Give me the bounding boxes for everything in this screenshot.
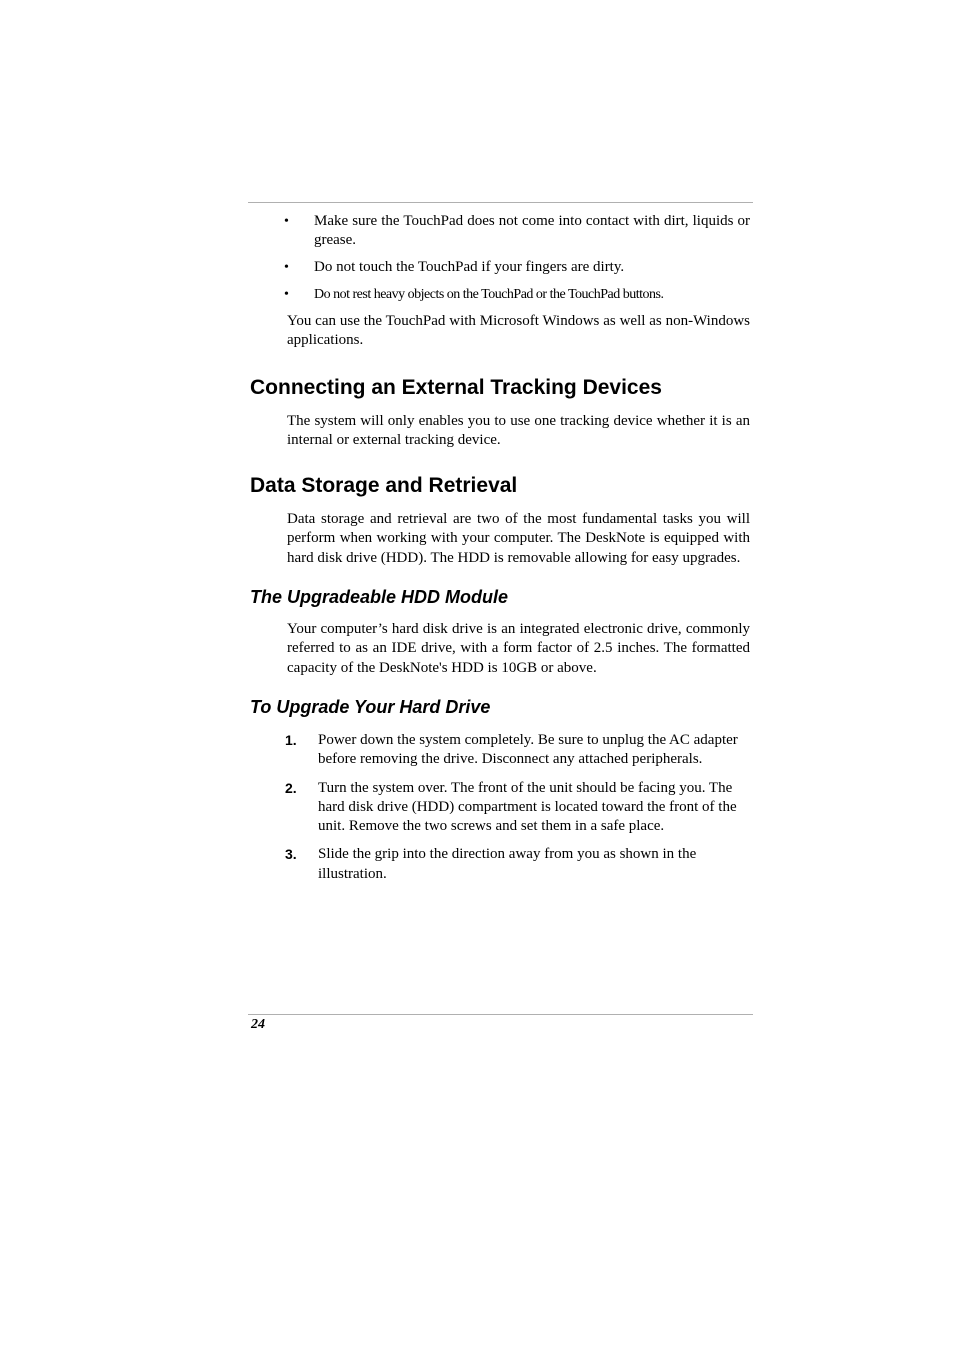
step-text: Power down the system completely. Be sure to unplug the AC adapter before removing the drive. Disconnect any attached peripherals. [318,731,738,768]
step-number: 1. [285,731,297,748]
step-item [250,731,753,770]
bullet-icon: • [284,214,289,229]
step-text: Slide the grip into the direction away from you as shown in the illustration. [318,846,697,882]
list-item [250,285,753,304]
data-storage-paragraph: Data storage and retrieval are two of the most fundamental tasks you will perform when working with your computer. The DeskNote is equipped with hard disk drive (HDD). The HDD is removable allowing for easy upgrades. [287,511,750,566]
section-heading-data-storage: Data Storage and Retrieval [250,474,518,498]
section-heading-external-tracking: Connecting an External Tracking Devices [250,375,662,399]
footer-rule [248,1014,753,1015]
step-number: 2. [285,779,297,796]
subheading-upgrade-drive: To Upgrade Your Hard Drive [250,696,491,717]
list-item-text: Make sure the TouchPad does not come into contact with dirt, liquids or grease. [314,213,750,248]
subheading-hdd-module: The Upgradeable HDD Module [250,587,509,608]
step-item [250,779,753,837]
page-content [250,212,753,893]
step-number: 3. [285,846,297,863]
header-rule [248,202,753,203]
page-number: 24 [251,1017,265,1032]
external-tracking-paragraph: The system will only enables you to use one tracking device whether it is an internal or external tracking device. [287,412,750,448]
list-item [250,212,753,250]
list-item-text: Do not touch the TouchPad if your fingers are dirty. [314,259,625,275]
bullet-icon: • [284,287,289,302]
step-item [250,845,753,884]
step-text: Turn the system over. The front of the unit should be facing you. The hard disk drive (HDD) compartment is located toward the front of the unit. Remove the two screws and set them in a safe place. [318,779,737,835]
touchpad-care-list [250,212,753,304]
list-item-text: Do not rest heavy objects on the TouchPad or the TouchPad buttons. [314,287,664,302]
list-item [250,258,753,277]
bullet-icon: • [284,260,289,275]
intro-paragraph: You can use the TouchPad with Microsoft Windows as well as non-Windows applications. [287,313,750,349]
upgrade-steps-list [250,731,753,884]
hdd-module-paragraph: Your computer’s hard disk drive is an integrated electronic drive, commonly referred to as an IDE drive, with a form factor of 2.5 inches. The formatted capacity of the DeskNote's HDD is 10GB or above. [287,621,750,676]
